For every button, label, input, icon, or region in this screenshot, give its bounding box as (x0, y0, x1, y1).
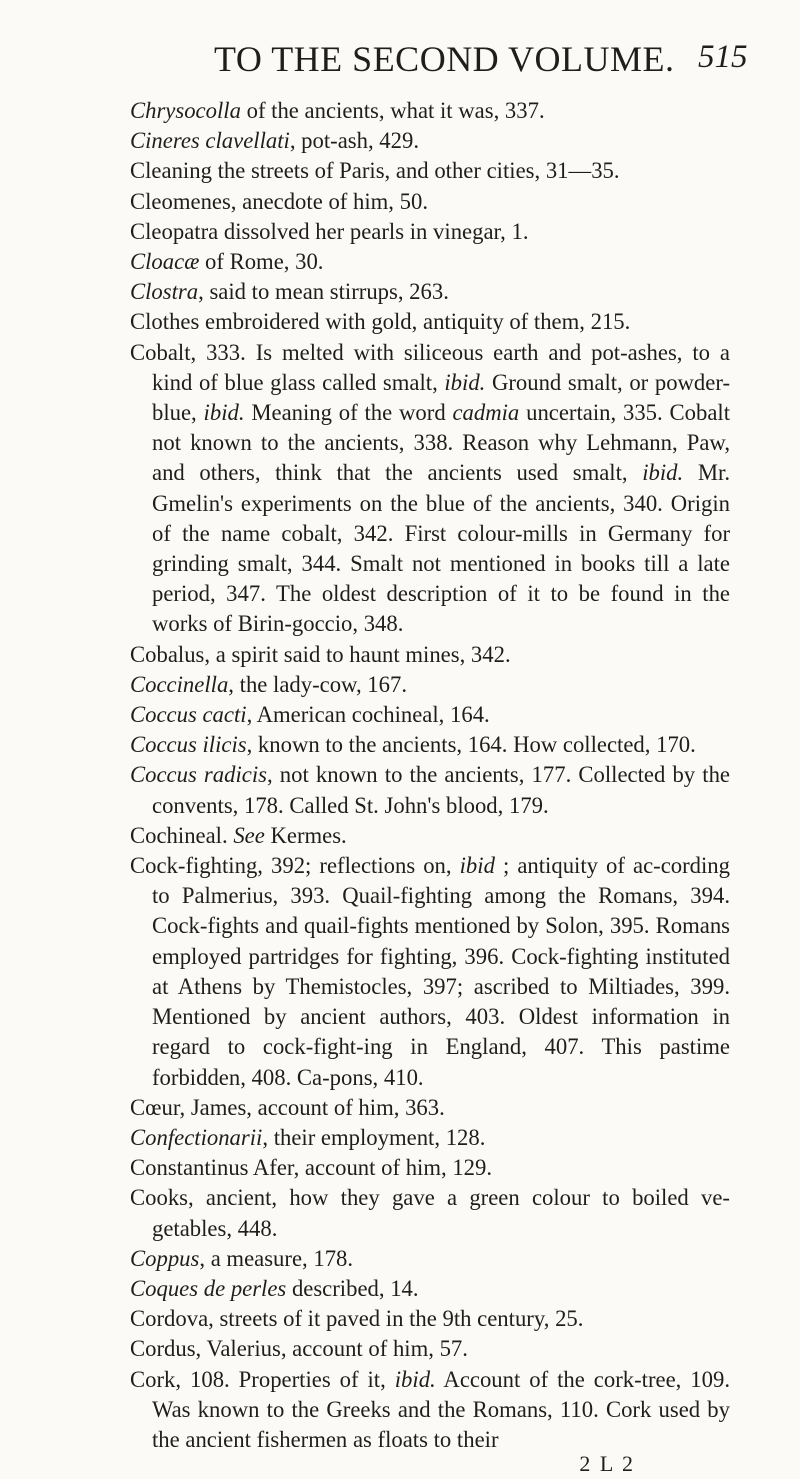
entry-text: , the lady-cow, 167. (228, 671, 408, 697)
index-entry (130, 1365, 730, 1456)
italic-text: Clostra (130, 279, 199, 305)
italic-text: Coques de perles (130, 1275, 287, 1301)
italic-text: Coccus cacti (130, 702, 247, 728)
index-entry (130, 217, 730, 247)
index-entry (130, 1334, 730, 1364)
index-entry (130, 730, 730, 760)
italic-text: ibid. (642, 460, 684, 486)
entry-text: Mr. Gmelin's experiments on the blue of the ancients, 340. Origin of the name cobalt, 342. First colour-mills in Germany for grinding smalt, 344. Smalt not mentioned in books till a late period, 347. The oldest description of it to be found in the works of Birin-goccio, 348. (152, 460, 730, 637)
entry-text: , a measure, 178. (199, 1245, 354, 1271)
entry-text: , known to the ancients, 164. How collected, 170. (246, 732, 696, 758)
italic-text: ibid (459, 853, 495, 879)
index-entry (130, 247, 730, 277)
entry-text: , pot-ash, 429. (289, 128, 420, 154)
index-entry (130, 96, 730, 126)
italic-text: ibid. (394, 1366, 436, 1392)
index-entry (130, 700, 730, 730)
italic-text: Coccus radicis (130, 762, 267, 788)
signature-mark: 2 L 2 (579, 1451, 635, 1477)
italic-text: Confectionarii (130, 1124, 263, 1150)
index-entry (130, 126, 730, 156)
index-entries (130, 96, 730, 1479)
index-entry (130, 156, 730, 186)
italic-text: Coccinella (130, 671, 229, 697)
running-title: TO THE SECOND VOLUME. (214, 39, 675, 79)
index-entry (130, 670, 730, 700)
entry-text: Account of the cork-tree, 109. Was known to the Greeks and the Romans, 110. Cork used by the ancient fishermen as floats to their (152, 1366, 731, 1452)
index-entry (130, 640, 730, 670)
index-entry (130, 307, 730, 337)
entry-text: Cleopatra dissolved her pearls in vinegar, 1. (130, 218, 529, 244)
entry-text: , not known to the ancients, 177. Collected by the convents, 178. Called St. John's blood, 179. (152, 762, 730, 818)
entry-text: Cleomenes, anecdote of him, 50. (130, 188, 429, 214)
italic-text: See (233, 822, 265, 848)
entry-text: uncertain, 335. Cobalt not known to the ancients, 338. Reason why Lehmann, Paw, and others, think that the ancients used smalt, (152, 400, 730, 486)
entry-text: Cordova, streets of it paved in the 9th century, 25. (130, 1306, 584, 1332)
index-entry (130, 1123, 730, 1153)
entry-text: , said to mean stirrups, 263. (198, 279, 449, 305)
entry-text: Meaning of the word (244, 400, 453, 426)
entry-text: of the ancients, what it was, 337. (240, 98, 545, 123)
index-entry (130, 277, 730, 307)
index-entry (130, 760, 730, 820)
index-entry (130, 1274, 730, 1304)
entry-text: Cordus, Valerius, account of him, 57. (130, 1336, 468, 1362)
index-entry (130, 1244, 730, 1274)
entry-text: , American cochineal, 164. (246, 702, 490, 728)
entry-text: Cœur, James, account of him, 363. (130, 1094, 445, 1120)
entry-text: of Rome, 30. (199, 249, 324, 275)
entry-text: Cobalt, 333. Is melted with siliceous earth and pot-ashes, to a kind of blue glass called smalt, (130, 339, 730, 395)
italic-text: Chrysocolla (130, 98, 241, 123)
entry-text: , their employment, 128. (262, 1124, 486, 1150)
italic-text: Cineres clavellati (130, 128, 290, 154)
entry-text: Cock-fighting, 392; reflections on, (130, 853, 460, 879)
entry-text: Cochineal. (130, 822, 234, 848)
entry-text: Clothes embroidered with gold, antiquity of them, 215. (130, 309, 631, 335)
index-entry (130, 1304, 730, 1334)
italic-text: Coppus (130, 1245, 200, 1271)
index-entry (130, 1183, 730, 1243)
italic-text: Coccus ilicis (130, 732, 247, 758)
italic-text: Cloacæ (130, 249, 200, 275)
index-entry (130, 1153, 730, 1183)
entry-text: Cooks, ancient, how they gave a green colour to boiled ve-getables, 448. (130, 1185, 730, 1241)
entry-text: Kermes. (264, 822, 347, 848)
italic-text: ibid. (203, 400, 245, 426)
index-entry (130, 851, 730, 1093)
italic-text: cadmia (452, 400, 520, 426)
entry-text: Constantinus Afer, account of him, 129. (130, 1155, 493, 1181)
entry-text: described, 14. (286, 1275, 419, 1301)
entry-text: ; antiquity of ac-cording to Palmerius, 393. Quail-fighting among the Romans, 394. Cock-fights and quail-fights mentioned by Solon, 395. Romans employed partridges for fighting, 396. Cock-fighting instituted at Athens by Themistocles, 397; ascribed to Miltiades, 399. Mentioned by ancient authors, 403. Oldest information in regard to cock-fight-ing in England, 407. This pastime forbidden, 408. Ca-pons, 410. (152, 853, 730, 1090)
index-entry (130, 338, 730, 640)
entry-text: Ground smalt, or powder-blue, (152, 369, 730, 426)
italic-text: ibid. (444, 369, 486, 395)
page-number: 515 (698, 39, 748, 75)
entry-text: Cleaning the streets of Paris, and other cities, 31—35. (130, 158, 620, 184)
index-entry (130, 821, 730, 851)
index-entry (130, 187, 730, 217)
index-entry (130, 1093, 730, 1123)
entry-text: Cobalus, a spirit said to haunt mines, 342. (130, 641, 511, 667)
page-header (0, 38, 800, 86)
entry-text: Cork, 108. Properties of it, (130, 1366, 395, 1392)
